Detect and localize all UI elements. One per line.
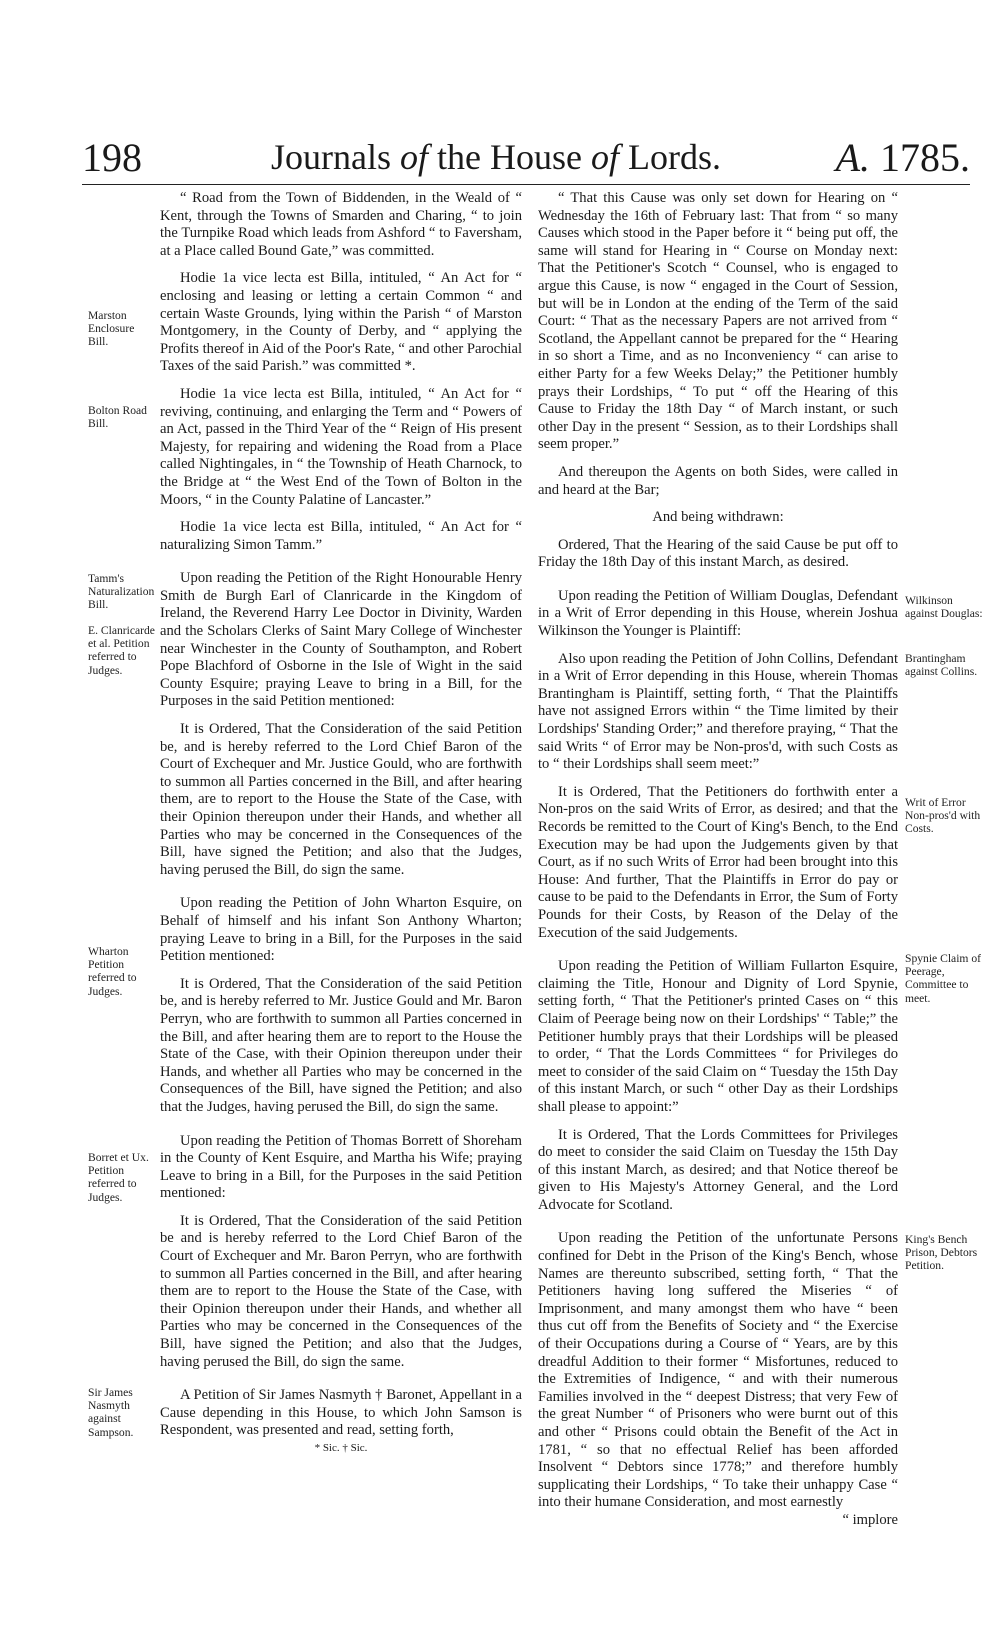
paragraph-marston-bill: Hodie 1a vice lecta est Billa, intituled, “ An Act for “ enclosing and leasing or letting a certain Common “ and certain Waste Grounds, lying within the Parish “ of Marston Montgomery, in the County of Derby, and “ applying the Profits thereof in Aid of the Poor's Rate, “ and other Parochial Taxes of the said Parish.” was committed *. bbox=[160, 270, 522, 375]
title-house: House bbox=[489, 137, 591, 177]
margin-note-bolton: Bolton Road Bill. bbox=[88, 404, 147, 431]
paragraph-spynie-order: It is Ordered, That the Lords Committees for Privileges do meet to consider the said Claim on Tuesday the 15th Day of this instant March, as desired; and that Notice thereof be given to His Majesty's Attorney General, and the Lord Advocate for Scotland. bbox=[538, 1126, 898, 1213]
paragraph-collins-petition: Also upon reading the Petition of John Collins, Defendant in a Writ of Error depending in this House, wherein Thomas Brantingham is Plaintiff, setting forth, “ That the Plaintiffs have not assigned Errors within “ the Time limited by their Lordships' Standing Order;” and therefore praying, “ That the said Writs “ of Error may be Non-pros'd, with such Costs as to “ their Lordships shall seem meet:” bbox=[538, 650, 898, 773]
paragraph-clanricarde-petition: Upon reading the Petition of the Right Honourable Henry Smith de Burgh Earl of Clanricarde in the Kingdom of Ireland, the Reverend Harry Lee Doctor in Divinity, Warden and the Scholars Clerks of Saint Mary College of Winchester near Winchester in the County of Southampton, and Robert Pope Blachford of Osborne in the Isle of Wight in the said County Esquire; praying Leave to bring in a Bill, for the Purposes in the said Petition mentioned: bbox=[160, 570, 522, 710]
paragraph-nasmyth-setting-forth: “ That this Cause was only set down for Hearing on “ Wednesday the 16th of February last: That from “ so many Causes which stood in the Paper before it “ being put off, the same will stand for Hearing in “ Course on Monday next: That the Petitioner's Scotch “ Counsel, who is engaged to argue this Cause, is now “ engaged in the Court of Session, but will be in London at the ending of the Term of the said Court: “ That as the necessary Papers are not arrived from “ Scotland, the Appellant cannot be prepared for the “ Hearing in so short a Time, and as no Inconveniency “ can arise to either Party for a few Weeks Delay;” the Petitioner humbly prays their Lordships, “ To put “ off the Hearing of this Cause to Friday the 18th Day “ of March instant, or such other Day in the present “ Session, as to their Lordships shall seem proper.” bbox=[538, 190, 898, 453]
year-a: A. bbox=[835, 135, 870, 180]
page-number: 198 bbox=[82, 135, 142, 180]
title-of-2: of bbox=[590, 137, 619, 177]
margin-note-writ-of-error: Writ of Error Non-pros'd with Costs. bbox=[905, 796, 981, 836]
paragraph-hearing-put-off: Ordered, That the Hearing of the said Cause be put off to Friday the 18th Day of this instant March, as desired. bbox=[538, 536, 898, 571]
right-column bbox=[538, 190, 898, 1530]
margin-note-clanricarde: E. Clanricarde et al. Petition referred to Judges. bbox=[88, 624, 155, 677]
margin-note-borret: Borret et Ux. Petition referred to Judges. bbox=[88, 1151, 149, 1204]
paragraph-tamm-bill: Hodie 1a vice lecta est Billa, intituled, “ An Act for “ naturalizing Simon Tamm.” bbox=[160, 519, 522, 553]
paragraph-fullarton-petition: Upon reading the Petition of William Fullarton Esquire, claiming the Title, Honour and Dignity of Lord Spynie, setting forth, “ That the Petitioner's printed Cases on “ this Claim of Peerage being now on their Lordships' “ Table;” the Petitioner humbly prays that their Lordships will be pleased to order, “ That the Lords Committees “ for Privileges do meet to consider of the said Claim on “ Tuesday the 15th Day of this instant March, or such “ other Day as their Lordships shall please to appoint:” bbox=[538, 958, 898, 1115]
paragraph-wharton-petition: Upon reading the Petition of John Wharton Esquire, on Behalf of himself and his infant Son Anthony Wharton; praying Leave to bring in a Bill, for the Purposes in the said Petition mentioned: bbox=[160, 895, 522, 965]
paragraph-kings-bench-petition: Upon reading the Petition of the unfortunate Persons confined for Debt in the Prison of the King's Bench, whose Names are thereunto subscribed, setting forth, “ That the Petitioners having long suffered the Miseries “ of Imprisonment, and many amongst them who have “ been thus cut off from the Benefits of Society and “ the Exercise of their Occupations during a Course of “ Years, are by this dreadful Addition to their former “ Misfortunes, reduced to the Extremities of Indigence, “ and with their numerous Families involved in the “ deepest Distress; that very Few of the great Number “ of Prisoners who were burnt out of this and other “ Prisons could obtain the Benefit of the Act in 1781, “ so that no effectual Relief has been afforded Insolvent “ Debtors since 1778;” and therefore humbly supplicating their Lordships, “ To take their unhappy Case “ into their humane Consideration, and most earnestly bbox=[538, 1230, 898, 1511]
year-number: 1785. bbox=[870, 135, 970, 180]
paragraph-bolton-bill: Hodie 1a vice lecta est Billa, intituled, “ An Act for “ reviving, continuing, and enlarging the Term and “ Powers of an Act, passed in the Third Year of the “ Reign of His present Majesty, for repairing and widening the Road from a Place called Nightingales, in “ the Township of Heath Charnock, to the Bridge at “ the West End of the Town of Bolton in the Moors, “ in the County Palatine of Lancaster.” bbox=[160, 385, 522, 508]
margin-note-tamm: Tamm's Naturalization Bill. bbox=[88, 572, 155, 612]
running-year bbox=[836, 134, 970, 181]
margin-note-marston: Marston Enclosure Bill. bbox=[88, 309, 135, 349]
paragraph-clanricarde-order: It is Ordered, That the Consideration of the said Petition be, and is hereby referred to the Lord Chief Baron of the Court of Exchequer and Mr. Justice Gould, who are forthwith to summon all Parties concerned in the Bill, and after hearing them, are to report to the House the State of the Case, with their Opinion thereupon under their Hands, and whether all Parties who may be concerned in the Consequences of the Bill, have signed the Petition; and also that the Judges, having perused the Bill, do sign the same. bbox=[160, 721, 522, 878]
paragraph-borrett-order: It is Ordered, That the Consideration of the said Petition be and is hereby referred to the Lord Chief Baron of the Court of Exchequer and Mr. Baron Perryn, who are forthwith to summon all Parties concerned in the Bill, and after hearing them are to report to the House the State of the Case, with their Opinion thereupon under their Hands, and whether all Parties who may be concerned in the Consequences of the Bill, have signed the Petition; and also that the Judges, having perused the Bill, do sign the same. bbox=[160, 1212, 522, 1370]
title-journals: Journals bbox=[270, 137, 400, 177]
paragraph-wharton-order: It is Ordered, That the Consideration of the said Petition be, and is hereby referred to Mr. Justice Gould and Mr. Baron Perryn, who are forthwith to summon all Parties concerned in the Bill, and after hearing them are to report to the House the State of the Case, with their Opinion thereupon under their Hands, and whether all Parties who may be concerned in the Consequences of the Bill, have signed the Petition; and also that the Judges, having perused the Bill, do sign the same. bbox=[160, 975, 522, 1115]
margin-note-wilkinson: Wilkinson against Douglas: bbox=[905, 594, 983, 621]
catchword: “ implore bbox=[842, 1511, 898, 1528]
paragraph-non-pros-order: It is Ordered, That the Petitioners do forthwith enter a Non-pros on the said Writs of Error, as desired; and that the Records be remitted to the Court of King's Bench, to the End Execution may be had upon the Judgements given by that Court, as if no such Writs of Error had been brought into this House: And further, That the Plaintiffs in Error do pay or cause to be paid to the Defendants in Error, the Sum of Forty Pounds for their Costs, by Reason of the Delay of the Execution of the said Judgements. bbox=[538, 783, 898, 941]
paragraph-biddenden-road: “ Road from the Town of Biddenden, in the Weald of “ Kent, through the Towns of Smarden and Charing, “ to join the Turnpike Road which leads from Ashford “ to Faversham, at a Place called Bound Gate,” was committed. bbox=[160, 190, 522, 259]
margin-note-nasmyth: Sir James Nasmyth against Sampson. bbox=[88, 1386, 134, 1439]
paragraph-douglas-petition: Upon reading the Petition of William Douglas, Defendant in a Writ of Error depending in this House, wherein Joshua Wilkinson the Younger is Plaintiff: bbox=[538, 587, 898, 640]
left-column bbox=[160, 190, 522, 1458]
running-header bbox=[0, 0, 992, 182]
paragraph-borrett-petition: Upon reading the Petition of Thomas Borrett of Shoreham in the County of Kent Esquire, and Martha his Wife; praying Leave to bring in a Bill, for the Purposes in the said Petition mentioned: bbox=[160, 1132, 522, 1202]
paragraph-agents-heard: And thereupon the Agents on both Sides, were called in and heard at the Bar; bbox=[538, 463, 898, 498]
title-the: the bbox=[428, 137, 490, 177]
margin-note-spynie: Spynie Claim of Peerage, Committee to meet. bbox=[905, 952, 981, 1005]
margin-note-kings-bench: King's Bench Prison, Debtors Petition. bbox=[905, 1233, 978, 1273]
margin-note-wharton: Wharton Petition referred to Judges. bbox=[88, 945, 137, 998]
paragraph-withdrawn: And being withdrawn: bbox=[652, 509, 784, 526]
title-lords: Lords. bbox=[619, 137, 721, 177]
paragraph-nasmyth-petition: A Petition of Sir James Nasmyth † Baronet, Appellant in a Cause depending in this House, to which John Samson is Respondent, was presented and read, setting forth, bbox=[160, 1387, 522, 1439]
margin-note-brantingham: Brantingham against Collins. bbox=[905, 652, 978, 679]
header-rule bbox=[82, 184, 970, 185]
footnote: * Sic. † Sic. bbox=[314, 1442, 368, 1454]
title-of-1: of bbox=[399, 137, 428, 177]
